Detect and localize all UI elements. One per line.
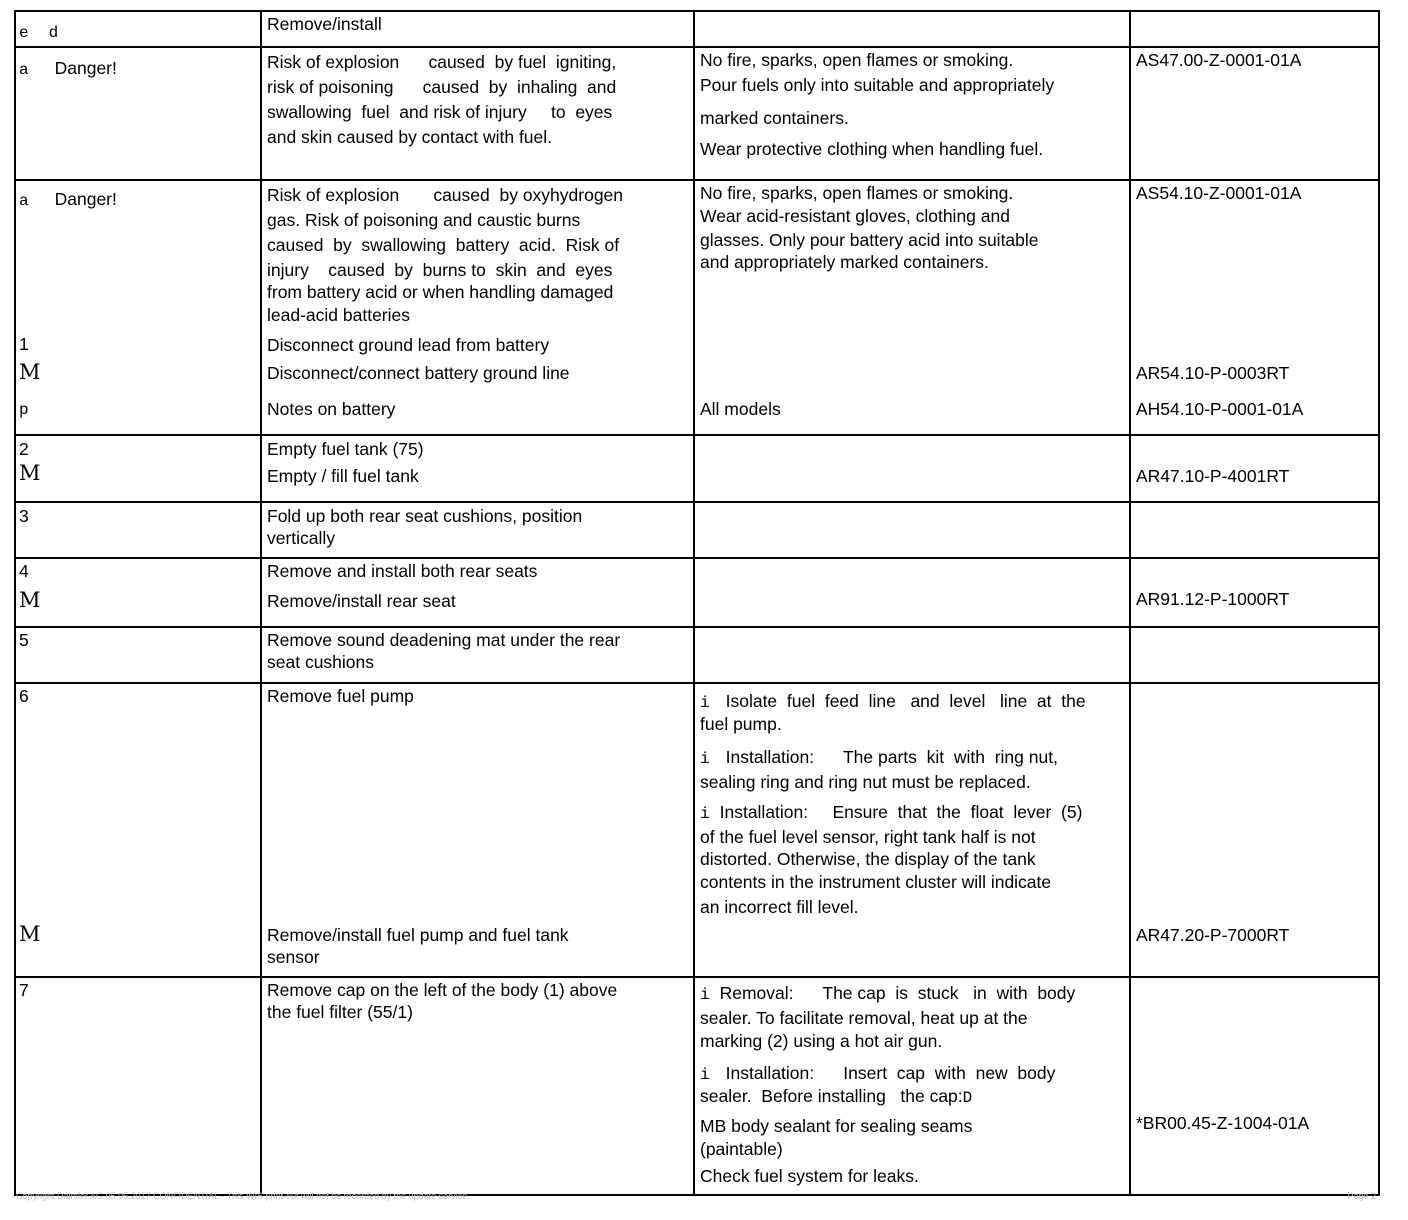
note-line: All models (700, 399, 781, 419)
info-icon: i (700, 805, 710, 823)
note-line: No fire, sparks, open flames or smoking. (700, 50, 1014, 70)
reference-cell (1130, 435, 1379, 502)
operation-cell (261, 11, 694, 47)
operation-text: seat cushions (267, 652, 375, 672)
risk-text-line: Risk of explosion caused by fuel igniting, (267, 52, 617, 72)
table-row (15, 558, 1379, 627)
operation-cell (261, 558, 694, 627)
risk-text-line: from battery acid or when handling damaged (267, 282, 614, 302)
footer-page-number: Page 2 (1347, 1191, 1376, 1201)
note-line: of the fuel level sensor, right tank half is not (700, 827, 1036, 847)
note-line: Wear acid-resistant gloves, clothing and (700, 206, 1010, 226)
notes-cell (694, 11, 1130, 47)
operation-text: Remove and install both rear seats (267, 561, 538, 581)
info-note: i Isolate fuel feed line and level line at the (700, 691, 1086, 712)
note-line: Pour fuels only into suitable and appropriately (700, 75, 1055, 95)
risk-text-line: lead-acid batteries (267, 305, 410, 325)
info-icon: i (700, 694, 710, 712)
note-line: sealing ring and ring nut must be replaced. (700, 772, 1031, 792)
risk-text-line: and skin caused by contact with fuel. (267, 127, 553, 147)
reference-link[interactable]: AR47.10-P-4001RT (1136, 466, 1290, 486)
note-line: and appropriately marked containers. (700, 252, 989, 272)
reference-cell (1130, 558, 1379, 627)
step-cell (15, 502, 261, 558)
operation-text: Fold up both rear seat cushions, position (267, 506, 583, 526)
notes-cell (694, 180, 1130, 435)
note-line: Wear protective clothing when handling fuel. (700, 139, 1044, 159)
operation-text: Remove fuel pump (267, 686, 414, 706)
note-line: an incorrect fill level. (700, 897, 859, 917)
info-note: i Removal: The cap is stuck in with body (700, 983, 1076, 1004)
note-line: distorted. Otherwise, the display of the tank (700, 849, 1036, 869)
operation-text: Remove sound deadening mat under the rear (267, 630, 621, 650)
operation-text: Empty / fill fuel tank (267, 466, 419, 486)
reference-cell (1130, 180, 1379, 435)
operation-text: Notes on battery (267, 399, 396, 419)
risk-text-line: gas. Risk of poisoning and caustic burns (267, 210, 581, 230)
risk-text-line: caused by swallowing battery acid. Risk of (267, 235, 620, 255)
step-cell (15, 627, 261, 683)
danger-label: Danger! (54, 58, 117, 78)
info-note: sealer. Before installing the cap:D (700, 1086, 973, 1107)
risk-text-line: swallowing fuel and risk of injury to eyes (267, 102, 613, 122)
operation-text: the fuel filter (55/1) (267, 1002, 413, 1022)
step-number: 3 (19, 506, 29, 526)
reference-link[interactable]: *BR00.45-Z-1004-01A (1136, 1113, 1310, 1133)
note-line: contents in the instrument cluster will indicate (700, 872, 1052, 892)
step-number: 7 (19, 980, 29, 1000)
info-icon: i (700, 1066, 710, 1084)
step-cell (15, 180, 261, 435)
notes-cell (694, 977, 1130, 1195)
operation-text: Remove/install (267, 14, 382, 34)
operation-text: Remove/install rear seat (267, 591, 456, 611)
reference-cell (1130, 683, 1379, 977)
danger-icon: a (19, 61, 29, 79)
material-icon: D (962, 1089, 973, 1107)
reference-link[interactable]: AH54.10-P-0001-01A (1136, 399, 1304, 419)
info-note: i Installation: The parts kit with ring nut, (700, 747, 1058, 768)
note-line: sealer. To facilitate removal, heat up at the (700, 1008, 1028, 1028)
environment-icon: e (19, 24, 29, 42)
step-number: 4 (19, 561, 29, 581)
section-label: d (48, 24, 59, 42)
table-row (15, 11, 1379, 47)
step-cell (15, 977, 261, 1195)
operation-cell (261, 47, 694, 180)
operation-cell (261, 627, 694, 683)
notes-icon: p (19, 401, 29, 419)
procedure-table (14, 10, 1380, 1196)
reference-cell (1130, 47, 1379, 180)
repair-manual-icon: M (19, 922, 41, 946)
reference-link[interactable]: AR91.12-P-1000RT (1136, 589, 1290, 609)
danger-label: Danger! (54, 189, 117, 209)
reference-cell (1130, 11, 1379, 47)
step-number: 6 (19, 686, 29, 706)
operation-text: Remove cap on the left of the body (1) above (267, 980, 618, 1000)
note-line: marked containers. (700, 108, 849, 128)
notes-cell (694, 627, 1130, 683)
reference-link[interactable]: AS54.10-Z-0001-01A (1136, 183, 1302, 203)
table-row (15, 502, 1379, 558)
notes-cell (694, 502, 1130, 558)
note-line: Check fuel system for leaks. (700, 1166, 919, 1186)
footer-copyright: Copyright Daimler AG 05.05.2017 CONFIDENTIAL - This WIS print-out will not be recorded by the update service. (16, 1191, 470, 1201)
risk-text-line: risk of poisoning caused by inhaling and (267, 77, 617, 97)
notes-cell (694, 435, 1130, 502)
step-cell (15, 47, 261, 180)
step-cell (15, 435, 261, 502)
step-number: 2 (19, 439, 29, 459)
reference-cell (1130, 627, 1379, 683)
table-row (15, 977, 1379, 1195)
reference-link[interactable]: AS47.00-Z-0001-01A (1136, 50, 1302, 70)
reference-cell (1130, 977, 1379, 1195)
table-row (15, 627, 1379, 683)
info-note: i Installation: Ensure that the float lever (5) (700, 802, 1083, 823)
note-line: fuel pump. (700, 714, 782, 734)
operation-cell (261, 977, 694, 1195)
step-number: 1 (19, 334, 29, 354)
risk-text-line: Risk of explosion caused by oxyhydrogen (267, 185, 624, 205)
operation-cell (261, 180, 694, 435)
note-line: glasses. Only pour battery acid into suitable (700, 230, 1039, 250)
operation-cell (261, 502, 694, 558)
reference-link[interactable]: AR47.20-P-7000RT (1136, 925, 1290, 945)
info-icon: i (700, 986, 710, 1004)
note-line: No fire, sparks, open flames or smoking. (700, 183, 1014, 203)
step-cell (15, 683, 261, 977)
operation-text: Disconnect ground lead from battery (267, 335, 550, 355)
operation-text: Empty fuel tank (75) (267, 439, 424, 459)
table-row (15, 180, 1379, 435)
table-row (15, 47, 1379, 180)
operation-cell (261, 683, 694, 977)
danger-icon: a (19, 192, 29, 210)
reference-link[interactable]: AR54.10-P-0003RT (1136, 363, 1290, 383)
note-line: marking (2) using a hot air gun. (700, 1031, 943, 1051)
operation-cell (261, 435, 694, 502)
step-cell (15, 11, 261, 47)
risk-text-line: injury caused by burns to skin and eyes (267, 260, 613, 280)
operation-text: Disconnect/connect battery ground line (267, 363, 570, 383)
repair-manual-icon: M (19, 360, 41, 384)
note-line: MB body sealant for sealing seams (700, 1116, 973, 1136)
operation-text: Remove/install fuel pump and fuel tank (267, 925, 569, 945)
notes-cell (694, 683, 1130, 977)
notes-cell (694, 47, 1130, 180)
operation-text: sensor (267, 947, 320, 967)
info-icon: i (700, 750, 710, 768)
operation-text: vertically (267, 528, 336, 548)
table-row (15, 683, 1379, 977)
step-cell (15, 558, 261, 627)
note-line: (paintable) (700, 1139, 783, 1159)
page-footer (16, 1191, 1376, 1205)
notes-cell (694, 558, 1130, 627)
step-number: 5 (19, 630, 29, 650)
table-row (15, 435, 1379, 502)
repair-manual-icon: M (19, 461, 41, 485)
info-note: i Installation: Insert cap with new body (700, 1063, 1056, 1084)
reference-cell (1130, 502, 1379, 558)
repair-manual-icon: M (19, 588, 41, 612)
